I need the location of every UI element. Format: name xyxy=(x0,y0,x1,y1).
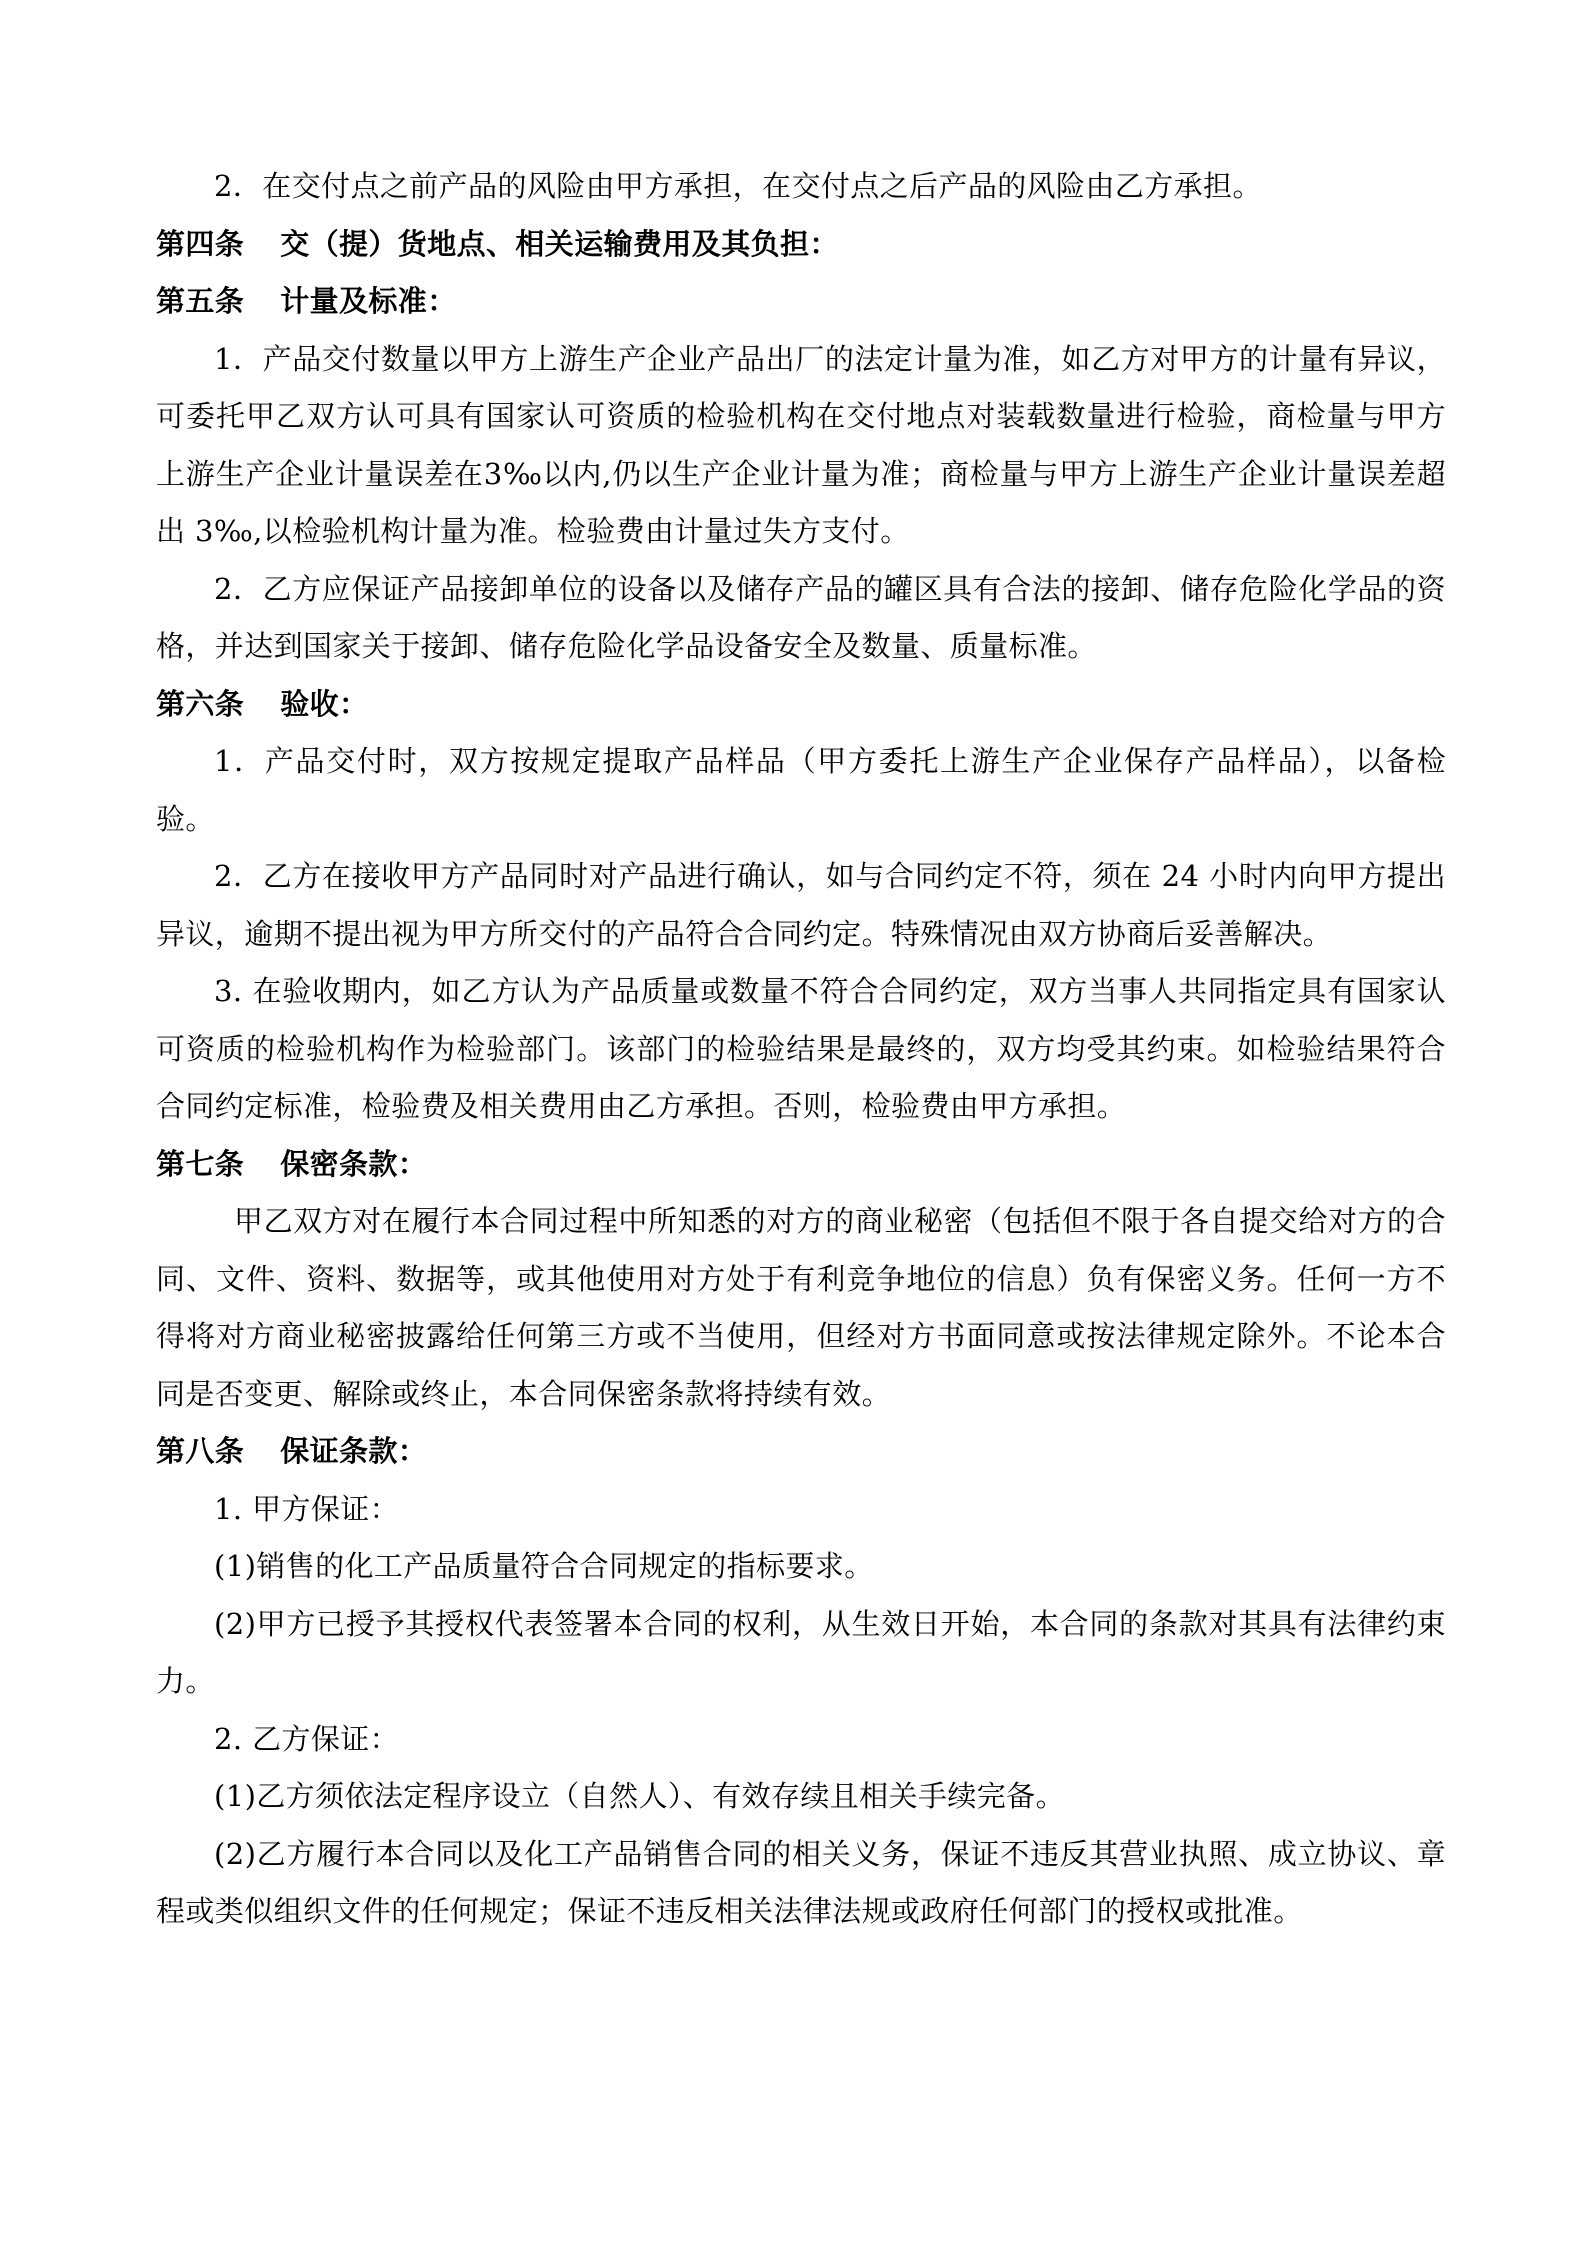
article-title: 计量及标准： xyxy=(280,284,457,318)
clause-paragraph: (2)乙方履行本合同以及化工产品销售合同的相关义务，保证不违反其营业执照、成立协议、章程或类似组织文件的任何规定；保证不违反相关法律法规或政府任何部门的授权或批准。 xyxy=(156,1836,1446,1928)
clause-paragraph: (1)销售的化工产品质量符合合同规定的指标要求。 xyxy=(214,1549,874,1583)
contract-body xyxy=(156,158,1446,1941)
clause-paragraph: 1. 甲方保证： xyxy=(214,1491,400,1526)
article-heading xyxy=(156,273,1446,331)
clause-paragraph: 3. 在验收期内，如乙方认为产品质量或数量不符合合同约定，双方当事人共同指定具有国家认可资质的检验机构作为检验部门。该部门的检验结果是最终的，双方均受其约束。如检验结果符合合同约定标准，检验费及相关费用由乙方承担。否则，检验费由甲方承担。 xyxy=(156,974,1446,1123)
article-title: 保证条款： xyxy=(280,1434,428,1468)
article-number: 第六条 xyxy=(156,686,245,721)
article-heading xyxy=(156,1423,1446,1481)
article-number: 第七条 xyxy=(156,1146,245,1181)
clause-paragraph: 1．产品交付时，双方按规定提取产品样品（甲方委托上游生产企业保存产品样品），以备检验。 xyxy=(156,744,1446,836)
article-title: 保密条款： xyxy=(280,1146,428,1181)
article-heading xyxy=(156,216,1446,274)
article-heading xyxy=(156,676,1446,734)
article-title: 交（提）货地点、相关运输费用及其负担： xyxy=(280,226,839,261)
clause-paragraph: 2. 乙方保证： xyxy=(214,1721,400,1756)
clause-paragraph: 2．在交付点之前产品的风险由甲方承担，在交付点之后产品的风险由乙方承担。 xyxy=(214,169,1262,203)
clause-paragraph: 2．乙方应保证产品接卸单位的设备以及储存产品的罐区具有合法的接卸、储存危险化学品的资格，并达到国家关于接卸、储存危险化学品设备安全及数量、质量标准。 xyxy=(156,571,1446,663)
clause-paragraph: 1．产品交付数量以甲方上游生产企业产品出厂的法定计量为准，如乙方对甲方的计量有异议， 可委托甲乙双方认可具有国家认可资质的检验机构在交付地点对装载数量进行检验，商检量与甲方上游生产企业计量误差在3‰以内,仍以生产企业计量为准；商检量与甲方上游生产企业计量误差超出 3‰,以检验机构计量为准。检验费由计量过失方支付。 xyxy=(156,341,1446,548)
clause-paragraph: 甲乙双方对在履行本合同过程中所知悉的对方的商业秘密（包括但不限于各自提交给对方的合同、文件、资料、数据等，或其他使用对方处于有利竞争地位的信息）负有保密义务。任何一方不得将对方商业秘密披露给任何第三方或不当使用，但经对方书面同意或按法律规定除外。不论本合同是否变更、解除或终止，本合同保密条款将持续有效。 xyxy=(156,1204,1446,1411)
article-title: 验收： xyxy=(280,686,369,721)
article-number: 第五条 xyxy=(156,284,245,318)
clause-paragraph: (1)乙方须依法定程序设立（自然人）、有效存续且相关手续完备。 xyxy=(214,1779,1065,1813)
clause-paragraph: (2)甲方已授予其授权代表签署本合同的权利，从生效日开始，本合同的条款对其具有法律约束力。 xyxy=(156,1606,1446,1698)
article-number: 第八条 xyxy=(156,1434,245,1468)
article-number: 第四条 xyxy=(156,226,245,261)
clause-paragraph: 2．乙方在接收甲方产品同时对产品进行确认，如与合同约定不符，须在 24 小时内向甲方提出异议，逾期不提出视为甲方所交付的产品符合合同约定。特殊情况由双方协商后妥善解决。 xyxy=(156,859,1446,951)
article-heading xyxy=(156,1136,1446,1194)
